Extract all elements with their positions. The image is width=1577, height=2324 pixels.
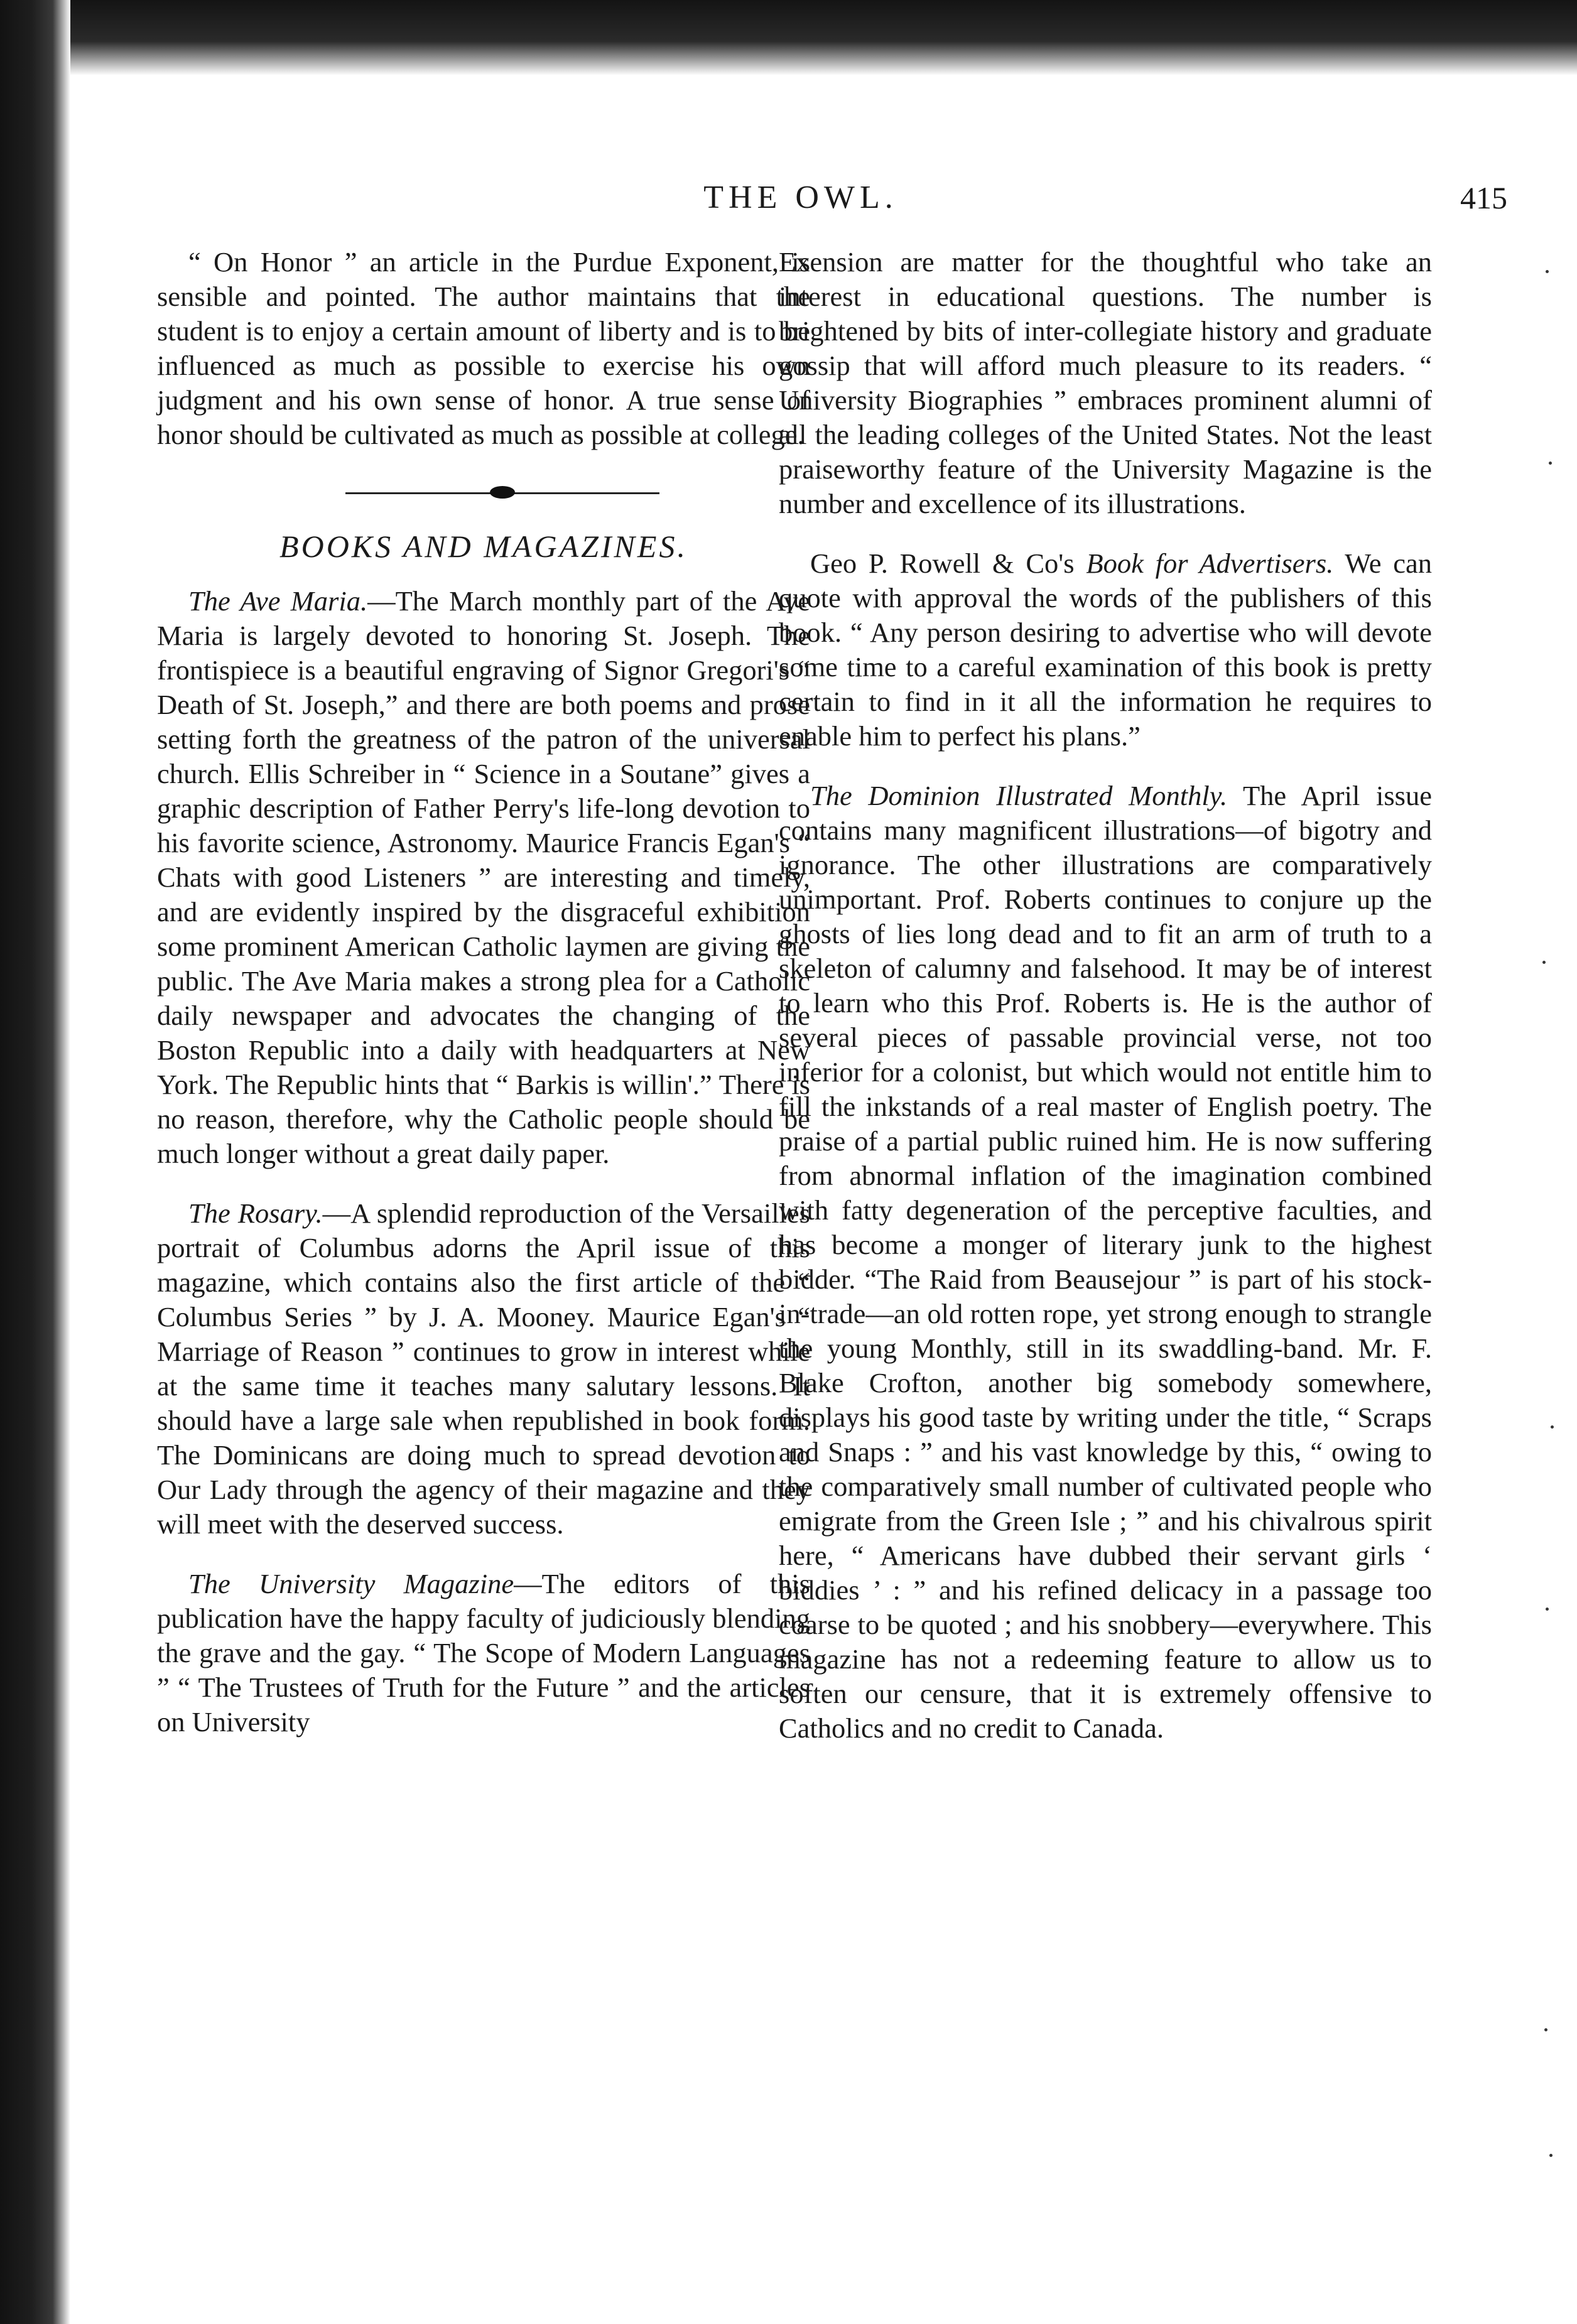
scan-speck [1549, 2154, 1553, 2157]
university-magazine-title: The University Magazine [188, 1568, 514, 1599]
page-header [94, 170, 1507, 226]
on-honor-text: “ On Honor ” an article in the Purdue Exponent, is sensible and pointed. The author maintains that the student is to enjoy a certain amount of liberty and is to be influenced as much as possible to exercise his own judgment and his own sense of honor. A true sense of honor should be cultivated as much as possible at college. [157, 246, 810, 450]
page-number: 415 [1460, 180, 1507, 215]
section-divider [157, 477, 810, 509]
rosary-title: The Rosary. [188, 1197, 323, 1229]
section-heading: BOOKS AND MAGAZINES. [279, 529, 688, 564]
dominion-text: The April issue contains many magnificent illustrations—of bigotry and ignorance. The other illustrations are comparatively unimportant. Prof. Roberts continues to conjure up the ghosts of lies long dead and to fit an arm of truth to a skeleton of calumny and falsehood. It may be of interest to learn who this Prof. Roberts is. He is the author of several pieces of passable provincial verse, not too inferior for a colonist, but which would not entitle him to fill the inkstands of a real master of English poetry. The praise of a partial public ruined him. He is now suffering from abnormal inflation of the imagination combined with fatty degeneration of the perceptive faculties, and has become a monger of literary junk to the highest bidder. “The Raid from Beausejour ” is part of his stock-in-trade—an old rotten rope, yet strong enough to strangle the young Monthly, still in its swaddling-band. Mr. F. Blake Crofton, another big somebody somewhere, displays his good taste by writing under the title, “ Scraps and Snaps : ” and his vast knowledge by this, “ owing to the comparatively small number of cultivated people who emigrate from the Green Isle ; ” and his chivalrous spirit here, “ Americans have dubbed their servant girls ‘ biddies ’ : ” and his refined delicacy in a passage too coarse to be quoted ; and his snobbery—everywhere. This magazine has not a redeeming feature to allow us to soften our censure, that it is extremely offensive to Catholics and no credit to Canada. [779, 780, 1432, 1744]
rowell-lead: Geo P. Rowell & Co's [810, 548, 1087, 579]
rosary-paragraph [157, 1196, 810, 1542]
running-title: THE OWL. [703, 180, 898, 215]
university-continuation-paragraph [779, 245, 1432, 521]
university-magazine-paragraph [157, 1567, 810, 1739]
scan-speck [1542, 961, 1546, 964]
divider-ornament [490, 486, 515, 499]
rowell-paragraph [779, 546, 1432, 754]
page [94, 0, 1577, 2324]
scan-binding-edge [0, 0, 70, 2324]
scan-specks [1527, 0, 1564, 2324]
rowell-text: We can quote with approval the words of the publishers of this book. “ Any person desiring to advertise who will devote some time to a careful examination of this book is pretty certain to find in it all the information he requires to enable him to perfect his plans.” [779, 548, 1432, 752]
right-column [779, 245, 1432, 2223]
scan-speck [1546, 270, 1549, 273]
rowell-title: Book for Advertisers. [1086, 548, 1334, 579]
university-magazine-text: —The editors of this publication have the happy faculty of judiciously blending the grave and the gay. “ The Scope of Modern Languages ” “ The Trustees of Truth for the Future ” and the articles on University [157, 1568, 810, 1738]
dominion-title: The Dominion Illustrated Monthly. [810, 780, 1228, 811]
ave-maria-paragraph [157, 584, 810, 1171]
scan-speck [1549, 462, 1552, 465]
scan-speck [1546, 1608, 1549, 1611]
rosary-text: —A splendid reproduction of the Versailles portrait of Columbus adorns the April issue of this magazine, which contains also the first article of the “ Columbus Series ” by J. A. Mooney. Maurice Egan's “ Marriage of Reason ” continues to grow in interest while at the same time it teaches many salutary lessons. It should have a large sale when republished in book form. The Dominicans are doing much to spread devotion to Our Lady through the agency of their magazine and they will meet with the deserved success. [157, 1197, 810, 1540]
scan-speck [1544, 2028, 1547, 2031]
dominion-paragraph [779, 779, 1432, 1746]
ave-maria-title: The Ave Maria. [188, 585, 368, 617]
university-continuation-text: Exension are matter for the thoughtful who take an interest in educational questions. The number is brightened by bits of inter-collegiate history and graduate gossip that will afford much pleasure to its readers. “ University Biographies ” embraces prominent alumni of all the leading colleges of the United States. Not the least praiseworthy feature of the University Magazine is the number and excellence of its illustrations. [779, 246, 1432, 519]
on-honor-paragraph [157, 245, 810, 452]
ave-maria-text: —The March monthly part of the Ave Maria is largely devoted to honoring St. Joseph. The frontispiece is a beautiful engraving of Signor Gregori's “ Death of St. Joseph,” and there are both poems and prose setting forth the greatness of the patron of the universal church. Ellis Schreiber in “ Science in a Soutane” gives a graphic description of Father Perry's life-long devotion to his favorite science, Astronomy. Maurice Francis Egan's “ Chats with good Listeners ” are interesting and timely, and are evidently inspired by the disgraceful exhibition some prominent American Catholic laymen are giving the public. The Ave Maria makes a strong plea for a Catholic daily newspaper and advocates the changing of the Boston Republic into a daily with headquarters at New York. The Republic hints that “ Barkis is willin'.” There is no reason, therefore, why the Catholic people should be much longer without a great daily paper. [157, 585, 810, 1169]
scan-speck [1551, 1425, 1554, 1429]
left-column [157, 245, 810, 2223]
